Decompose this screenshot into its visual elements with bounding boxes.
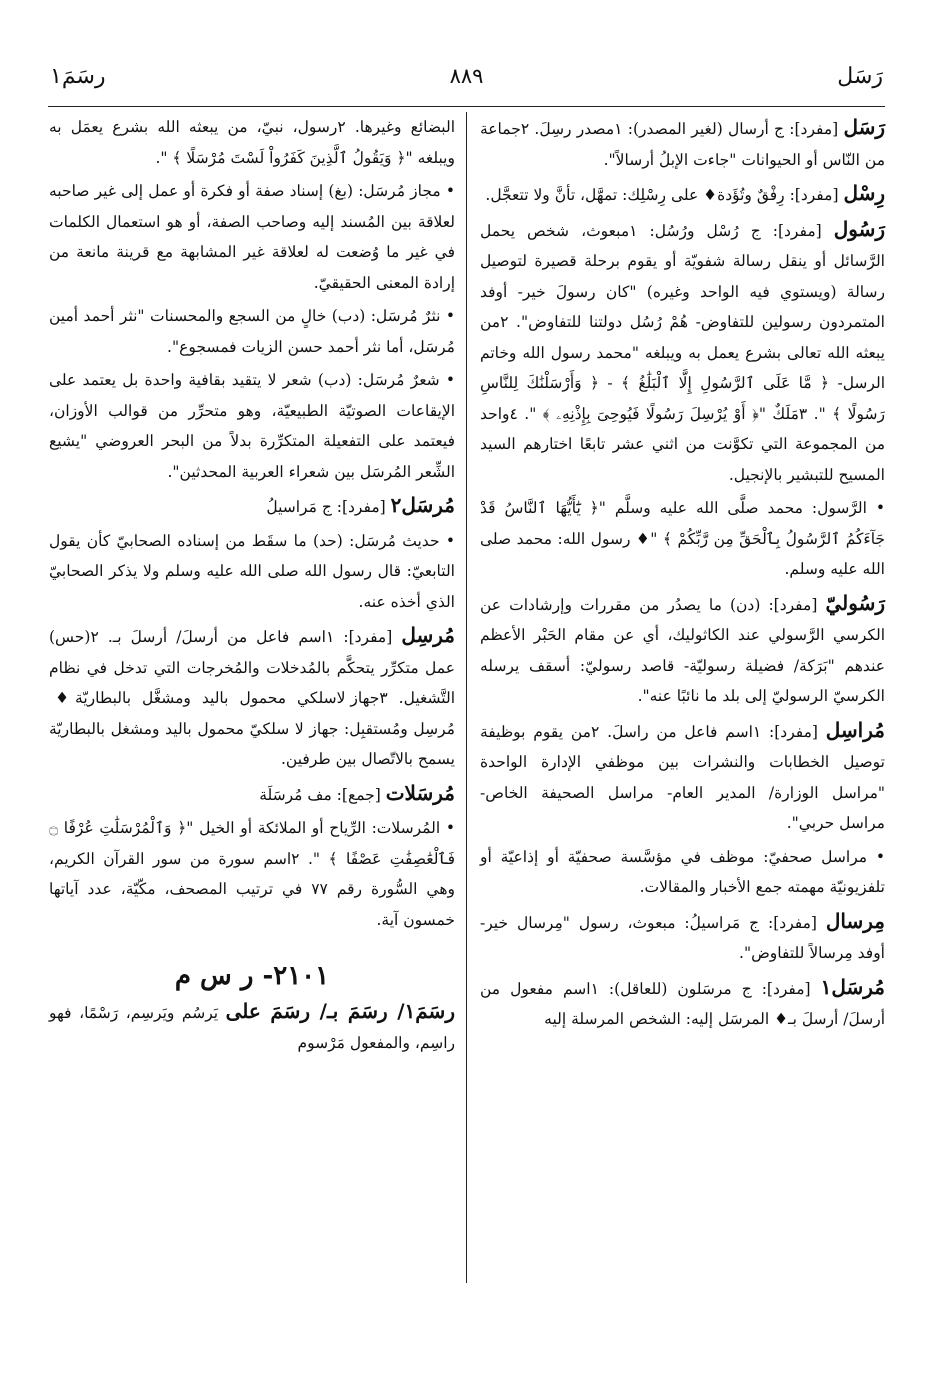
definition: • شعرٌ مُرسَل: (دب) شعر لا يتقيد بقافية واحدة بل يعتمد على الإيقاعات الصوتيّة الطبيعيّة، وهو متحرِّر من قوالب الأوزان، فيعتمد على التفعيلة المتكرِّرة بدلاً من البحر العروضي "يشيع الشِّعر المُرسَل بين شعراء العربية المحدثين". bbox=[49, 371, 455, 481]
headword: مُرسِل bbox=[401, 623, 455, 647]
sub-entry bbox=[49, 813, 455, 935]
headword: رَسُول bbox=[833, 216, 885, 241]
definition: [مفرد]: ج رُسْل ورُسُل: ١مبعوث، شخص يحمل الرَّسائل أو ينقل رسالة شفويّة أو يقوم برحلة قصيرة لتوصيل رسالة (ويستوي فيه الواحد وغيره) "كان رسولَ خير- أوفد المتمردون رسولين للتفاوض- هُمْ رُسُل دولتنا للتفاوض". ٢من يبعثه الله تعالى بشرع يعمل به ويبلغه "محمد رسول الله وخاتم الرسل- ﴿ مَّا عَلَى ٱلرَّسُولِ إِلَّا ٱلْبَلَٰغُ ﴾ - ﴿ وَأَرْسَلْنَٰكَ لِلنَّاسِ رَسُولًا ﴾ ". ٣مَلَكٌ "﴿ أَوْ يُرْسِلَ رَسُولًا فَيُوحِىَ بِإِذْنِهِۦ ﴾ ". ٤واحد من المجموعة التي تكوَّنت من اثني عشر تابعًا اختارهم السيد المسيح للتبشير بالإنجيل. bbox=[480, 221, 885, 484]
entry bbox=[480, 972, 885, 1035]
headword: مِرسال bbox=[825, 908, 885, 933]
entry bbox=[480, 715, 885, 839]
headword: رسَمَ١/ رسَمَ بـ/ رسَمَ على bbox=[225, 998, 455, 1023]
entry bbox=[480, 214, 885, 491]
headword: رَسُوليّ bbox=[825, 590, 885, 615]
header-rule bbox=[48, 106, 885, 107]
definition: البضائع وغيرها. ٢رسول، نبيّ، من يبعثه الله بشرع يعمَل به ويبلغه "﴿ وَيَقُولُ ٱلَّذِينَ كَفَرُواْ لَسْتَ مُرْسَلًا ﴾ ". bbox=[49, 118, 455, 167]
sub-entry bbox=[49, 365, 455, 487]
definition: • حديث مُرسَل: (حد) ما سقَط من إسناده الصحابيّ كأن يقول التابعيّ: قال رسول الله صلى الله عليه وسلم ولا يذكر الصحابيّ الذي أخذه عنه. bbox=[49, 531, 455, 611]
sub-entry bbox=[49, 176, 455, 298]
definition: [مفرد]: ١اسم فاعل من أرسلَ/ أرسلَ بـ. ٢(حس) عمل متكرِّر يتحكَّم بالمُدخلات والمُخرجات التي تدخل في نظام التَّشغيل. ٣جهاز لاسلكي محمول باليد ومشغَّل بالبطاريّة♦ مُرسِل ومُستقبِل: جهاز لا سلكيّ محمول باليد ومشغل بالبطاريّة يسمح بالاتّصال بين طرفين. bbox=[49, 628, 456, 768]
entry bbox=[49, 490, 455, 523]
header-left-word: رسَمَ١ bbox=[50, 63, 106, 89]
entry bbox=[49, 620, 455, 775]
headword: مُرسَلات bbox=[385, 780, 455, 805]
right-column bbox=[480, 112, 885, 1323]
entry bbox=[49, 778, 455, 811]
entry bbox=[480, 588, 885, 712]
definition: [مفرد]: ج مَراسيلُ bbox=[266, 498, 391, 516]
header-right-word: رَسَل bbox=[837, 63, 883, 89]
root-heading: ٢١٠١- ر س م bbox=[174, 961, 330, 991]
headword: مُرسَل١ bbox=[820, 974, 885, 999]
definition: [مفرد]: ج مرسَلون (للعاقل): ١اسم مفعول من أرسلَ/ أرسلَ بـ♦ المرسَل إليه: الشخص المرسلة إليه bbox=[480, 979, 885, 1028]
definition: • مجاز مُرسَل: (بغ) إسناد صفة أو فكرة أو عمل إلى غير صاحبه لعلاقة بين المُسند إليه وصاحب الصفة، أو هو استعمال الكلمات في غير ما وُضعت له لعلاقة غير المشابهة مع قرينة مانعة من إرادة المعنى الحقيقيّ. bbox=[49, 182, 455, 292]
definition: يَرسُم ويَرسِم، رَسْمًا، فهو راسِم، والمفعول مَرْسوم bbox=[49, 1003, 455, 1052]
sub-entry bbox=[480, 493, 885, 585]
definition: • المُرسلات: الرِّياح أو الملائكة أو الخيل "﴿ وَٱلْمُرْسَلَٰتِ عُرْفًا ۝ فَٱلْعَٰصِفَٰتِ عَصْفًا ﴾ ". ٢اسم سورة من سور القرآن الكريم، وهي السُّورة رقم ٧٧ في ترتيب المصحف، مكّيّة، عدد آياتها خمسون آية. bbox=[49, 819, 455, 929]
page-header bbox=[50, 58, 883, 94]
sub-entry bbox=[480, 842, 885, 903]
definition: [جمع]: مف مُرسَلَة bbox=[259, 785, 386, 804]
definition: • مراسل صحفيّ: موظف في مؤسَّسة صحفيّة أو إذاعيّة أو تلفزيونيّة مهمته جمع الأخبار والمقالات. bbox=[480, 847, 885, 896]
column-divider bbox=[466, 112, 467, 1283]
sub-entry bbox=[49, 112, 455, 173]
definition: [مفرد]: (دن) ما يصدُر من مقررات وإرشادات عن الكرسي الرَّسولي عند الكاثوليك، أي عن مقام الحَبْر الأعظم عندهم "بَرَكة/ فضيلة رسوليّة- قاصد رسوليّ: أسقف يرسله الكرسيّ الرسوليّ إلى بلد ما نائبًا عنه". bbox=[480, 595, 885, 705]
page-number: ٨٨٩ bbox=[449, 64, 484, 88]
definition: • نثرٌ مُرسَل: (دب) خالٍ من السجع والمحسنات "نثر أحمد أمين مُرسَل، أما نثر أحمد حسن الزيات فمسجوع". bbox=[49, 307, 455, 356]
entry bbox=[480, 906, 885, 969]
definition: [مفرد]: ج مَراسيلُ: مبعوث، رسول "مِرسال خير- أوفد مِرسالاً للتفاوض". bbox=[480, 913, 885, 962]
definition: [مفرد]: ج أرسال (لغير المصدر): ١مصدر رسِلَ. ٢جماعة من النّاس أو الحيوانات "جاءت الإبلُ أرسالاً". bbox=[480, 120, 885, 169]
left-column bbox=[49, 112, 455, 1323]
headword: رَسَل bbox=[843, 115, 886, 139]
entry bbox=[480, 112, 885, 175]
headword: رِسْل bbox=[843, 181, 885, 205]
entry bbox=[480, 178, 885, 211]
sub-entry bbox=[49, 301, 455, 362]
entry bbox=[49, 996, 455, 1059]
definition: • الرَّسول: محمد صلَّى الله عليه وسلَّم "﴿ يَٰٓأَيُّهَا ٱلنَّاسُ قَدْ جَآءَكُمُ ٱلرَّسُولُ بِٱلْحَقِّ مِن رَّبِّكُمْ ﴾ "♦ رسول الله: محمد صلى الله عليه وسلم. bbox=[480, 499, 885, 578]
headword: مُراسِل bbox=[825, 717, 885, 742]
sub-entry bbox=[49, 526, 455, 618]
definition: [مفرد]: رِفْقٌ وتُؤَدة♦ على رِسْلِك: تمهَّل، تأنَّ ولا تتعجَّل. bbox=[485, 186, 844, 204]
headword: مُرسَل٢ bbox=[390, 493, 455, 517]
definition: [مفرد]: ١اسم فاعل من راسلَ. ٢من يقوم بوظيفة توصيل الخطابات والنشرات بين موظفي الإدارة الواحدة "مراسل الوزارة/ المدير العام- مراسل الصحيفة الخاص- مراسل حربي". bbox=[480, 722, 885, 832]
